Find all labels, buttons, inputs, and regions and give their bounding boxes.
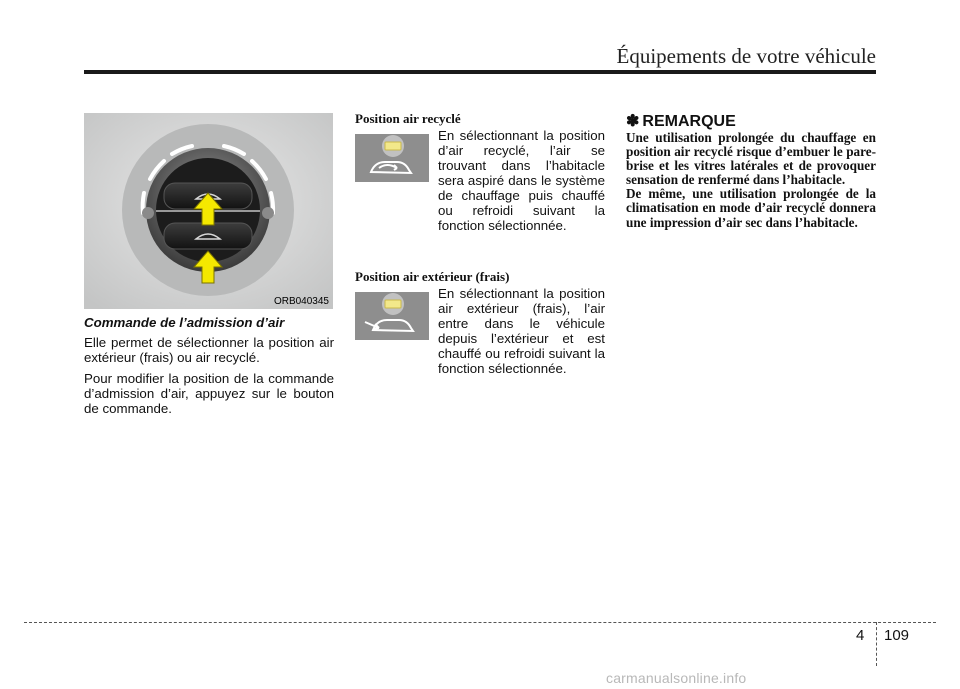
- fresh-title: Position air extérieur (frais): [355, 269, 510, 284]
- header-title: Équipements de votre véhicule: [616, 44, 876, 68]
- fresh-air-car-icon: [355, 292, 429, 340]
- paragraph: Elle permet de sélectionner la position air extérieur (frais) ou air recyclé.: [84, 335, 334, 365]
- footer-rule: [24, 622, 936, 623]
- section-subhead: Commande de l’admission d’air: [84, 315, 285, 330]
- note-title-text: REMARQUE: [642, 113, 736, 130]
- watermark: carmanualsonline.info: [606, 670, 747, 686]
- note-paragraph: Une utilisation prolongée du chauffage en position air recyclé risque d’embuer le pare-brise et les vitres latérales et de provoquer sensation de renfermé dans l’habitacle.: [626, 130, 876, 188]
- page-number: 109: [884, 627, 910, 644]
- recirculation-car-icon: [355, 134, 429, 182]
- note-symbol-icon: ✽: [626, 113, 640, 130]
- fresh-text: En sélectionnant la position air extérieur (frais), l’air entre dans le véhicule depuis l’extérieur et est chauffé ou refroidi suivant la fonction sélectionnée.: [438, 286, 605, 376]
- left-column: [84, 315, 334, 422]
- figure-caption: ORB040345: [273, 296, 329, 307]
- note-paragraph: De même, une utilisation prolongée de la climatisation en mode d’air recyclé donnera une impression d’air sec dans l’habitacle.: [626, 186, 876, 230]
- air-intake-knob-illustration: [84, 113, 333, 309]
- paragraph: Pour modifier la position de la commande d’admission d’air, appuyez sur le bouton de commande.: [84, 371, 334, 416]
- note-title: [626, 111, 736, 131]
- note-text: [626, 131, 876, 230]
- footer-divider: [876, 622, 877, 666]
- header-rule: [84, 70, 876, 74]
- recirc-text: En sélectionnant la position d’air recyclé, l’air se trouvant dans l’habitacle sera aspiré dans le système de chauffage puis chauffé ou refroidi suivant la fonction sélectionnée.: [438, 128, 605, 233]
- air-intake-figure: [84, 113, 333, 309]
- chapter-number: 4: [856, 627, 865, 644]
- recirc-title: Position air recyclé: [355, 111, 461, 126]
